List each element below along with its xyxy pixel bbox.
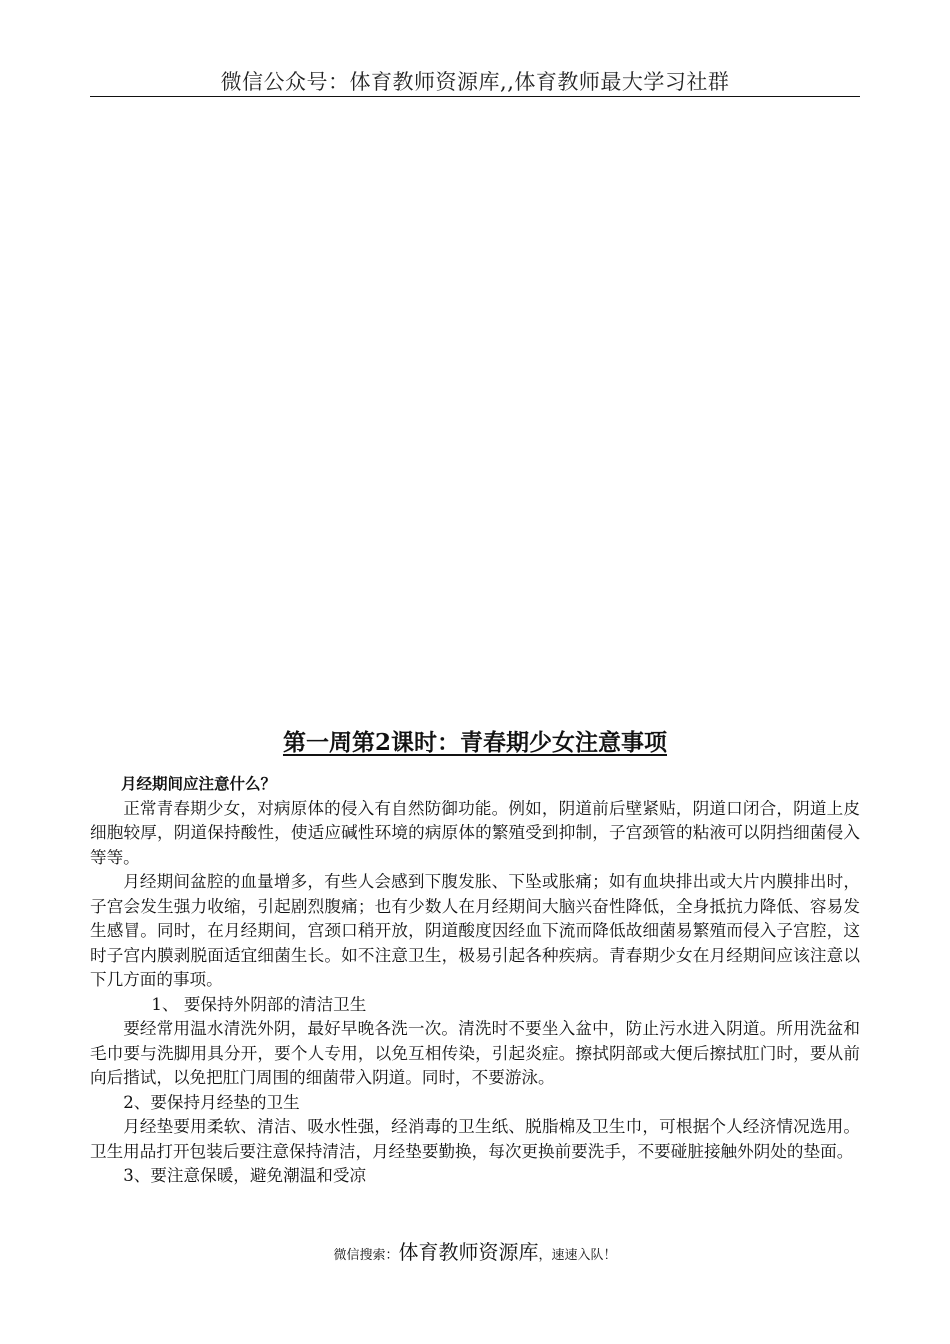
item-3-heading: 3、要注意保暖，避免潮温和受凉 bbox=[123, 1166, 367, 1185]
item-1-text: 要经常用温水清洗外阴，最好早晚各洗一次。清洗时不要坐入盆中，防止污水进入阴道。所用洗盆和毛巾要与洗脚用具分开，要个人专用，以免互相传染，引起炎症。擦拭阴部或大便后擦拭肛门时，要从前向后揩试，以免把肛门周围的细菌带入阴道。同时，不要游泳。 bbox=[90, 1019, 860, 1087]
paragraph-defense: 正常青春期少女，对病原体的侵入有自然防御功能。例如，阴道前后壁紧贴，阴道口闭合，阴道上皮细胞较厚，阴道保持酸性，使适应碱性环境的病原体的繁殖受到抑制，子宫颈管的粘液可以阴挡细菌侵入等等。 bbox=[90, 798, 860, 867]
footer-suffix: ，速速入队！ bbox=[538, 1248, 617, 1263]
document-body bbox=[90, 772, 860, 1189]
footer-prefix: 微信搜索： bbox=[333, 1248, 399, 1263]
item-2-heading: 2、要保持月经垫的卫生 bbox=[123, 1092, 300, 1112]
paragraph-menstrual-period: 月经期间盆腔的血量增多，有些人会感到下腹发胀、下坠或胀痛；如有血块排出或大片内膜排出时，子宫会发生强力收缩，引起剧烈腹痛；也有少数人在月经期间大脑兴奋性降低，全身抵抗力降低、容易发生感冒。同时，在月经期间，宫颈口稍开放，阴道酸度因经血下流而降低故细菌易繁殖而侵入子宫腔，这时子宫内膜剥脱面适宜细菌生长。如不注意卫生，极易引起各种疾病。青春期少女在月经期间应该注意以下几方面的事项。 bbox=[90, 872, 860, 989]
footer-main: 体育教师资源库 bbox=[398, 1240, 539, 1264]
document-title: 第一周第2课时：青春期少女注意事项 bbox=[282, 729, 667, 756]
header-divider bbox=[90, 96, 860, 97]
page-header: 微信公众号：体育教师资源库,,体育教师最大学习社群 bbox=[220, 70, 730, 94]
item-1-heading: 1、 要保持外阴部的清洁卫生 bbox=[151, 994, 367, 1014]
item-2-text: 月经垫要用柔软、清洁、吸水性强，经消毒的卫生纸、脱脂棉及卫生巾，可根据个人经济情况选用。卫生用品打开包装后要注意保持清洁，月经垫要勤换，每次更换前要洗手，不要碰脏接触外阴处的垫面。 bbox=[90, 1117, 860, 1161]
page-footer bbox=[90, 1236, 860, 1265]
section-subheading: 月经期间应注意什么？ bbox=[121, 775, 277, 793]
